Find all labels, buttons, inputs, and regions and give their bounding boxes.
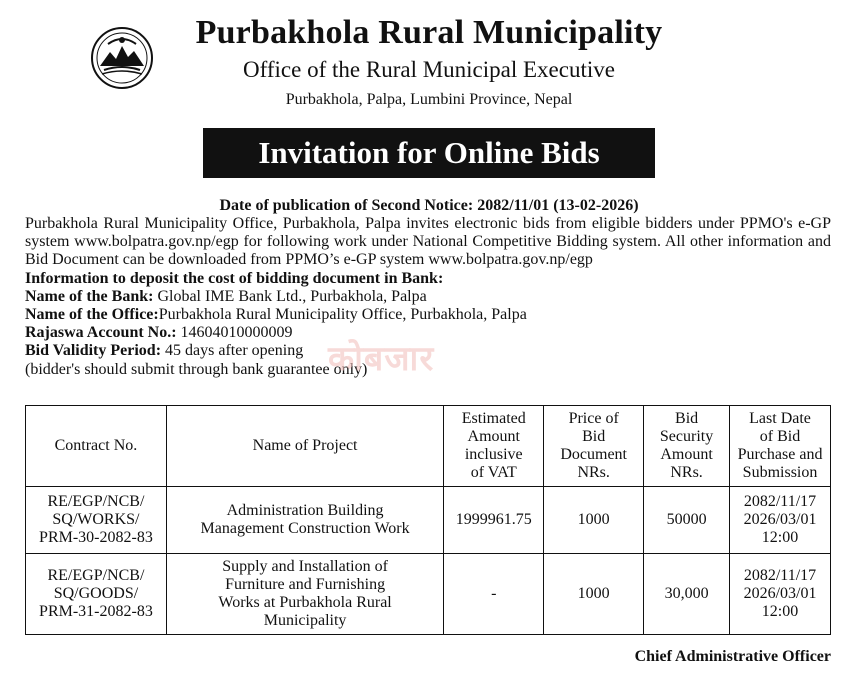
header-line: Purchase and xyxy=(737,446,823,463)
contract-no-cell xyxy=(26,554,167,635)
header-price xyxy=(544,406,644,487)
cell-line: RE/EGP/NCB/ xyxy=(47,493,145,510)
header-project: Name of Project xyxy=(166,406,443,487)
header-line: Security xyxy=(659,428,714,445)
header-line: Document xyxy=(560,446,627,463)
last-date-cell xyxy=(730,487,831,554)
header-line: NRs. xyxy=(577,464,610,481)
header-line: NRs. xyxy=(670,464,703,481)
notice-paragraph: Purbakhola Rural Municipality Office, Purbakhola, Palpa invites electronic bids from eligible bidders under PPMO's e-GP system www.bolpatra.gov.np/egp for following work under National Competitive Bidding system. All other information and Bid Document can be downloaded from PPMO’s e-GP system www.bolpatra.gov.np/egp xyxy=(25,215,831,269)
address-line: Purbakhola, Palpa, Lumbini Province, Nepal xyxy=(285,91,573,108)
table-header-row xyxy=(26,406,831,487)
cell-line: SQ/WORKS/ xyxy=(52,511,140,528)
project-name-cell xyxy=(166,487,443,554)
header-line: Price of xyxy=(568,410,619,427)
price-cell: 1000 xyxy=(544,487,644,554)
cell-line: RE/EGP/NCB/ xyxy=(47,567,145,584)
bank-name-value: Global IME Bank Ltd., Purbakhola, Palpa xyxy=(153,287,427,305)
validity-value: 45 days after opening xyxy=(161,342,304,360)
cell-line: 2026/03/01 xyxy=(743,511,817,528)
bank-name-line xyxy=(25,288,831,306)
estimated-amount-cell: 1999961.75 xyxy=(444,487,544,554)
municipality-title: Purbakhola Rural Municipality xyxy=(195,14,663,51)
header-line: Bid xyxy=(675,410,699,427)
account-label: Rajaswa Account No.: xyxy=(25,324,177,342)
header-line: Last Date xyxy=(749,410,811,427)
header-lastdate xyxy=(730,406,831,487)
price-cell: 1000 xyxy=(544,554,644,635)
signatory-title: Chief Administrative Officer xyxy=(634,648,831,665)
bids-table xyxy=(25,405,831,635)
table-row xyxy=(26,554,831,635)
contract-no-cell xyxy=(26,487,167,554)
table-row xyxy=(26,487,831,554)
header-estimated xyxy=(444,406,544,487)
bank-info-heading: Information to deposit the cost of bidding document in Bank: xyxy=(25,269,444,287)
cell-line: Management Construction Work xyxy=(200,520,410,537)
validity-label: Bid Validity Period: xyxy=(25,342,162,360)
office-name-value: Purbakhola Rural Municipality Office, Purbakhola, Palpa xyxy=(158,306,527,324)
header-line: Amount xyxy=(467,428,520,445)
security-cell: 30,000 xyxy=(644,554,730,635)
office-name-label: Name of the Office: xyxy=(25,306,159,324)
cell-line: Municipality xyxy=(263,612,347,629)
header-line: Amount xyxy=(660,446,713,463)
invitation-banner: Invitation for Online Bids xyxy=(203,128,655,178)
bank-name-label: Name of the Bank: xyxy=(25,287,154,305)
cell-line: Furniture and Furnishing xyxy=(225,576,386,593)
publication-date: Date of publication of Second Notice: 2082/11/01 (13-02-2026) xyxy=(219,197,639,214)
cell-line: PRM-30-2082-83 xyxy=(39,529,153,546)
cell-line: 2082/11/17 xyxy=(743,493,817,510)
header-line: of Bid xyxy=(759,428,801,445)
header-line: of VAT xyxy=(470,464,517,481)
header-line: Submission xyxy=(742,464,818,481)
cell-line: 12:00 xyxy=(761,529,799,546)
cell-line: Works at Purbakhola Rural xyxy=(218,594,392,611)
header-security xyxy=(644,406,730,487)
cell-line: SQ/GOODS/ xyxy=(53,585,139,602)
header-line: inclusive xyxy=(464,446,523,463)
header-line: Bid xyxy=(582,428,606,445)
project-name-cell xyxy=(166,554,443,635)
estimated-amount-cell: - xyxy=(444,554,544,635)
cell-line: 12:00 xyxy=(761,603,799,620)
cell-line: Administration Building xyxy=(226,502,384,519)
cell-line: PRM-31-2082-83 xyxy=(39,603,153,620)
header-line: Estimated xyxy=(461,410,526,427)
security-cell: 50000 xyxy=(644,487,730,554)
account-value: 14604010000009 xyxy=(176,324,293,342)
cell-line: 2082/11/17 xyxy=(743,567,817,584)
watermark: कोबजार xyxy=(328,339,435,379)
office-subtitle: Office of the Rural Municipal Executive xyxy=(243,57,615,82)
last-date-cell xyxy=(730,554,831,635)
cell-line: 2026/03/01 xyxy=(743,585,817,602)
office-name-line xyxy=(25,306,831,324)
header-contract: Contract No. xyxy=(26,406,167,487)
guarantee-note: (bidder's should submit through bank guarantee only) xyxy=(25,360,368,378)
cell-line: Supply and Installation of xyxy=(222,558,388,575)
